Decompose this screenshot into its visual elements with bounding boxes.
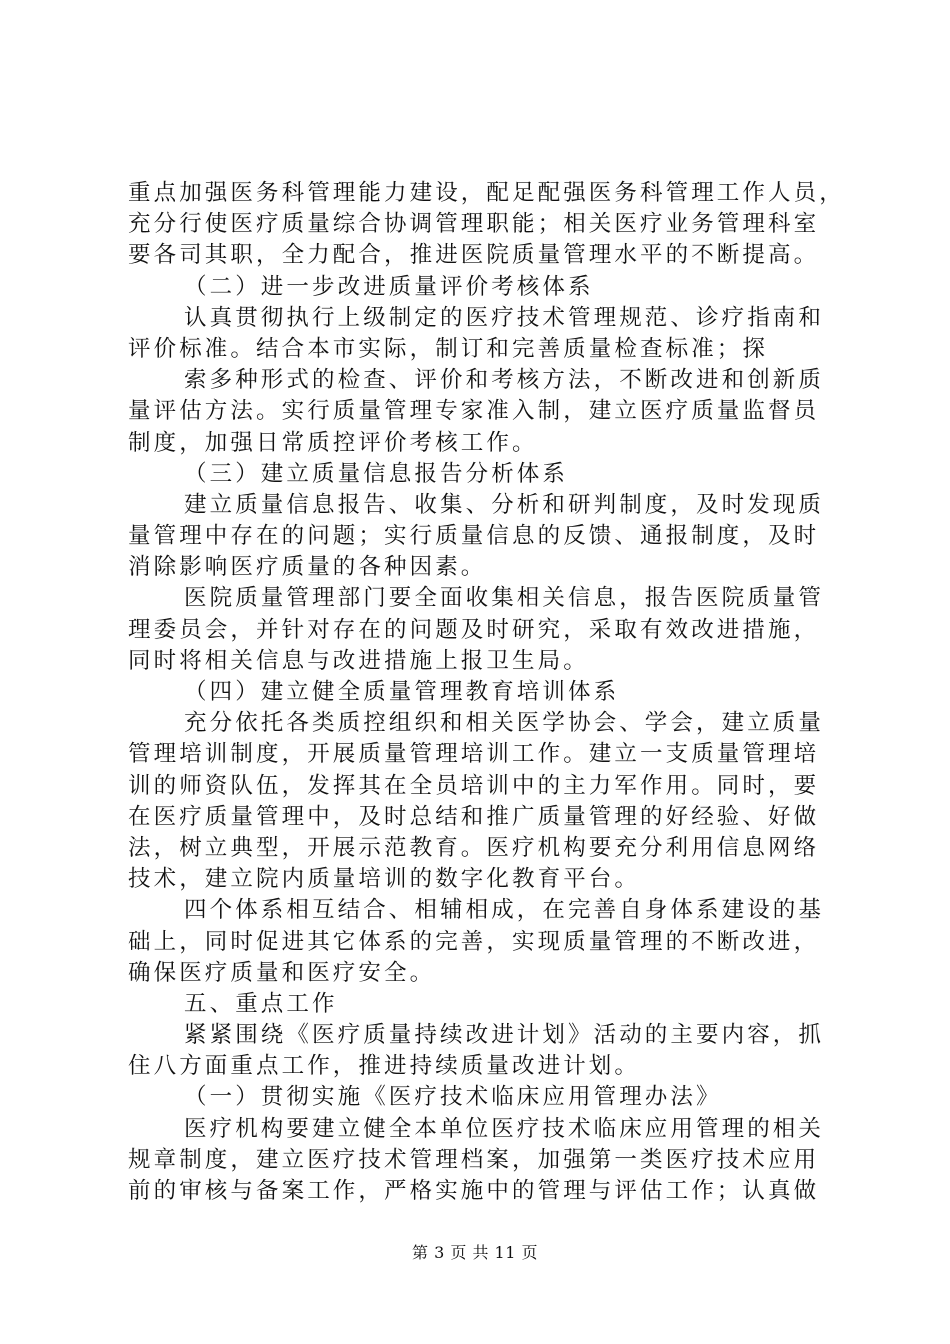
text-line: 评价标准。结合本市实际，制订和完善质量检查标准；探 bbox=[128, 335, 769, 362]
text-line: 建立质量信息报告、收集、分析和研判制度，及时发现质 bbox=[184, 491, 825, 518]
page-number-footer: 第 3 页 共 11 页 bbox=[412, 1243, 538, 1262]
text-line: 制度，加强日常质控评价考核工作。 bbox=[128, 429, 538, 456]
text-line: 量评估方法。实行质量管理专家准入制，建立医疗质量监督员 bbox=[128, 398, 820, 425]
text-line: 五、重点工作 bbox=[184, 990, 338, 1017]
text-line: 要各司其职，全力配合，推进医院质量管理水平的不断提高。 bbox=[128, 242, 820, 269]
text-line: 充分依托各类质控组织和相关医学协会、学会，建立质量 bbox=[184, 710, 825, 737]
text-line: 量管理中存在的问题；实行质量信息的反馈、通报制度，及时 bbox=[128, 523, 820, 550]
text-line: 确保医疗质量和医疗安全。 bbox=[128, 959, 436, 986]
text-line: 住八方面重点工作，推进持续质量改进计划。 bbox=[128, 1053, 641, 1080]
text-line: 充分行使医疗质量综合协调管理职能；相关医疗业务管理科室 bbox=[128, 211, 820, 238]
text-line: 同时将相关信息与改进措施上报卫生局。 bbox=[128, 647, 589, 674]
text-line: 法，树立典型，开展示范教育。医疗机构要充分利用信息网络 bbox=[128, 834, 820, 861]
text-line: （二）进一步改进质量评价考核体系 bbox=[184, 273, 594, 300]
text-line: 规章制度，建立医疗技术管理档案，加强第一类医疗技术应用 bbox=[128, 1146, 820, 1173]
text-line: 医疗机构要建立健全本单位医疗技术临床应用管理的相关 bbox=[184, 1115, 825, 1142]
text-line: 管理培训制度，开展质量管理培训工作。建立一支质量管理培 bbox=[128, 741, 820, 768]
text-line: 技术，建立院内质量培训的数字化教育平台。 bbox=[128, 866, 641, 893]
text-line: 训的师资队伍，发挥其在全员培训中的主力军作用。同时，要 bbox=[128, 772, 820, 799]
text-line: 认真贯彻执行上级制定的医疗技术管理规范、诊疗指南和 bbox=[184, 304, 825, 331]
text-line: 索多种形式的检查、评价和考核方法，不断改进和创新质 bbox=[184, 367, 825, 394]
text-line: （三）建立质量信息报告分析体系 bbox=[184, 460, 569, 487]
text-line: 四个体系相互结合、相辅相成，在完善自身体系建设的基 bbox=[184, 897, 825, 924]
text-line: 消除影响医疗质量的各种因素。 bbox=[128, 554, 487, 581]
text-line: 重点加强医务科管理能力建设，配足配强医务科管理工作人员， bbox=[128, 180, 845, 206]
text-line: （四）建立健全质量管理教育培训体系 bbox=[184, 679, 620, 705]
text-line: 紧紧围绕《医疗质量持续改进计划》活动的主要内容，抓 bbox=[184, 1022, 825, 1049]
text-line: 前的审核与备案工作，严格实施中的管理与评估工作；认真做 bbox=[128, 1178, 820, 1204]
text-line: 理委员会，并针对存在的问题及时研究，采取有效改进措施， bbox=[128, 616, 820, 643]
text-line: 在医疗质量管理中，及时总结和推广质量管理的好经验、好做 bbox=[128, 803, 820, 830]
text-line: 础上，同时促进其它体系的完善，实现质量管理的不断改进， bbox=[128, 928, 820, 955]
text-line: （一）贯彻实施《医疗技术临床应用管理办法》 bbox=[184, 1084, 722, 1111]
text-line: 医院质量管理部门要全面收集相关信息，报告医院质量管 bbox=[184, 585, 825, 612]
document-body bbox=[128, 178, 845, 1207]
